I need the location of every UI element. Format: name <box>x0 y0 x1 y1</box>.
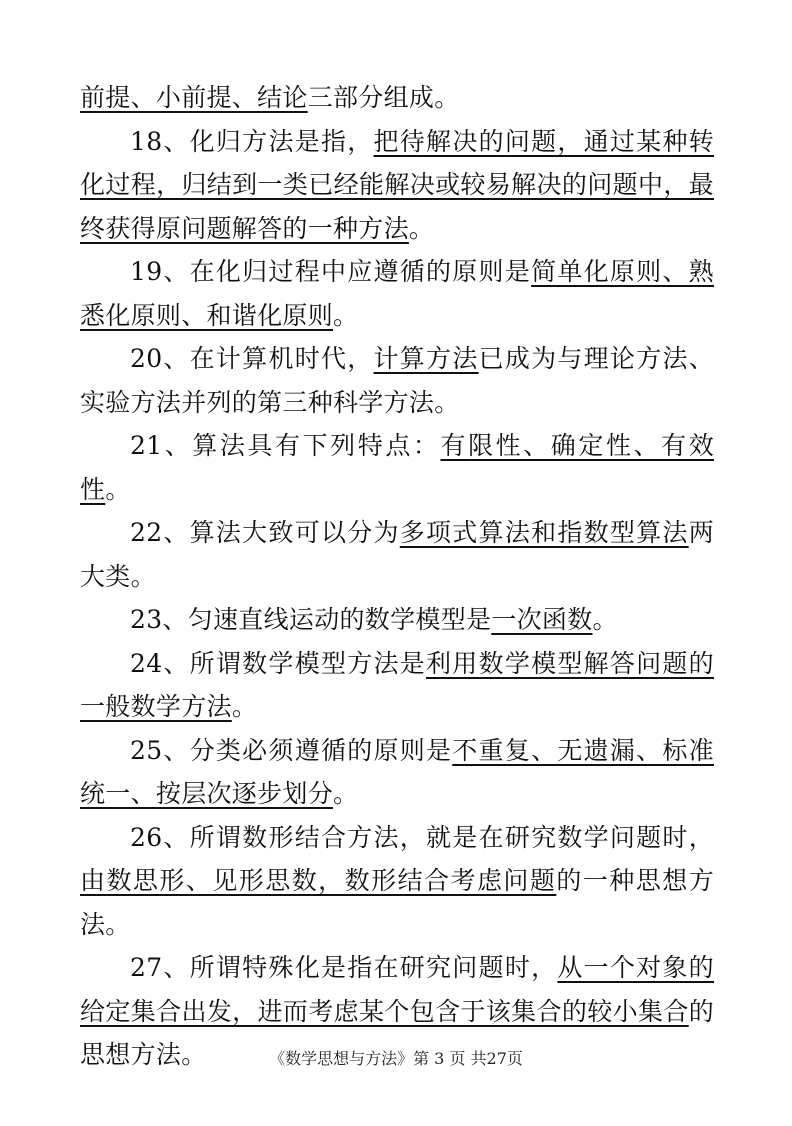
underlined-answer: 从一个对象的给定集合出发，进而考虑某个包含于该集合的较小集合 <box>80 953 714 1026</box>
underlined-answer: 利用数学模型解答问题的一般数学方法 <box>80 648 714 721</box>
underlined-answer: 计算方法 <box>373 344 479 373</box>
text-segment: 三部分组成。 <box>307 83 460 112</box>
text-segment: 24、所谓数学模型方法是 <box>130 648 427 678</box>
text-segment: 。 <box>333 300 359 330</box>
paragraph-p20 <box>80 337 714 424</box>
text-segment: 18、化归方法是指， <box>130 126 374 156</box>
paragraph-p23 <box>80 598 714 642</box>
text-segment: 。 <box>333 779 359 808</box>
paragraph-p18 <box>80 120 714 251</box>
text-segment: 22、算法大致可以分为 <box>130 518 400 547</box>
underlined-answer: 把待解决的问题，通过某种转化过程，归结到一类已经能解决或较易解决的问题中，最终获得原问题解答的一种方法 <box>80 126 715 243</box>
text-segment: 。 <box>231 692 258 721</box>
text-segment: 19、在化归过程中应遵循的原则是 <box>130 257 532 286</box>
paragraph-p19 <box>80 250 714 337</box>
underlined-answer: 前提、小前提、结论 <box>80 83 308 112</box>
underlined-answer: 一次函数 <box>491 605 593 634</box>
paragraph-p25 <box>80 729 714 816</box>
text-segment: 的思想方法。 <box>80 996 714 1069</box>
text-segment: 两大类。 <box>80 518 714 591</box>
text-segment: 。 <box>592 605 618 634</box>
text-segment: 25、分类必须遵循的原则是 <box>130 735 453 765</box>
text-segment: 的一种思想方法。 <box>80 866 714 939</box>
paragraph-p22 <box>80 511 714 598</box>
underlined-answer: 由数思形、见形思数，数形结合考虑问题 <box>80 866 557 895</box>
page-body <box>80 76 714 1077</box>
paragraph-p24 <box>80 642 714 729</box>
text-segment: 23、匀速直线运动的数学模型是 <box>130 605 492 634</box>
text-segment: 已成为与理论方法、实验方法并列的第三种科学方法。 <box>80 344 715 417</box>
text-segment: 26、所谓数形结合方法，就是在研究数学问题时， <box>130 822 714 852</box>
paragraph-p17 <box>80 76 714 120</box>
text-segment: 。 <box>105 474 131 504</box>
underlined-answer: 多项式算法和指数型算法 <box>399 518 689 547</box>
underlined-answer: 不重复、无遗漏、标准统一、按层次逐步划分 <box>80 735 714 808</box>
text-segment: 27、所谓特殊化是指在研究问题时， <box>130 953 558 982</box>
text-segment: 。 <box>408 213 435 243</box>
underlined-answer: 有限性、确定性、有效性 <box>80 431 714 504</box>
underlined-answer: 简单化原则、熟悉化原则、和谐化原则 <box>80 257 714 330</box>
paragraph-p26 <box>80 816 714 947</box>
page-footer: 《数学思想与方法》第 3 页 共27页 <box>269 1049 523 1068</box>
text-segment: 21、算法具有下列特点： <box>130 431 441 460</box>
paragraph-p21 <box>80 424 714 511</box>
text-segment: 20、在计算机时代， <box>130 344 374 373</box>
